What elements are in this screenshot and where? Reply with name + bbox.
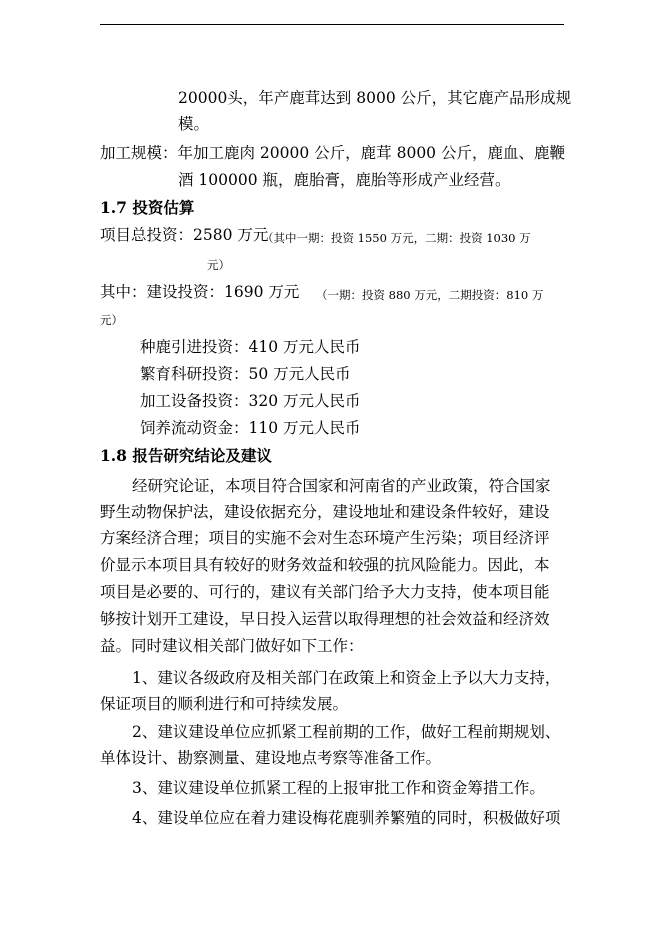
recommendation-2-cont: 单体设计、勘察测量、建设地点考察等准备工作。 [100,749,442,767]
paragraph-line: 经研究论证，本项目符合国家和河南省的产业政策，符合国家 [132,477,551,495]
total-investment-note: （其中一期：投资 1550 万元，二期：投资 1030 万 [262,231,531,245]
section-1-7-title: 1.7 投资估算 [100,198,195,217]
paragraph-line: 益。同时建议相关部门做好如下工作： [100,637,364,655]
scale-line-2: 模。 [178,115,210,133]
total-investment-note-cont: 元） [207,258,230,272]
recommendation-2: 2、建议建设单位应抓紧工程前期的工作，做好工程前期规划、 [132,723,561,741]
construction-investment-note-cont: 元） [100,313,123,327]
investment-item: 繁育科研投资：50 万元人民币 [140,365,351,383]
recommendation-3: 3、建议建设单位抓紧工程的上报审批工作和资金筹措工作。 [132,779,545,797]
paragraph-line: 方案经济合理；项目的实施不会对生态环境产生污染；项目经济评 [100,529,550,547]
paragraph-line: 项目是必要的、可行的，建议有关部门给予大力支持，使本项目能 [100,583,550,601]
investment-item: 加工设备投资：320 万元人民币 [140,392,361,410]
recommendation-1: 1、建议各级政府及相关部门在政策上和资金上予以大力支持， [132,669,561,687]
investment-item: 饲养流动资金：110 万元人民币 [140,419,361,437]
processing-line-2: 酒 100000 瓶，鹿胎膏，鹿胎等形成产业经营。 [178,171,511,189]
construction-investment-note: （一期：投资 880 万元，二期投资：810 万 [316,288,544,302]
construction-investment: 其中：建设投资：1690 万元 [100,283,300,301]
recommendation-1-cont: 保证项目的顺利进行和可持续发展。 [100,695,349,713]
processing-line-1: 加工规模：年加工鹿肉 20000 公斤，鹿茸 8000 公斤，鹿血、鹿鞭 [100,144,565,162]
header-rule [100,24,564,25]
recommendation-4: 4、建设单位应在着力建设梅花鹿驯养繁殖的同时，积极做好项 [132,809,561,827]
paragraph-line: 够按计划开工建设，早日投入运营以取得理想的社会效益和经济效 [100,610,550,628]
investment-item: 种鹿引进投资：410 万元人民币 [140,338,361,356]
paragraph-line: 野生动物保护法，建设依据充分，建设地址和建设条件较好，建设 [100,503,550,521]
section-1-8-title: 1.8 报告研究结论及建议 [100,446,272,465]
scale-line-1: 20000头，年产鹿茸达到 8000 公斤，其它鹿产品形成规 [178,89,572,107]
paragraph-line: 价显示本项目具有较好的财务效益和较强的抗风险能力。因此，本 [100,556,550,574]
total-investment: 项目总投资：2580 万元 [100,226,269,244]
